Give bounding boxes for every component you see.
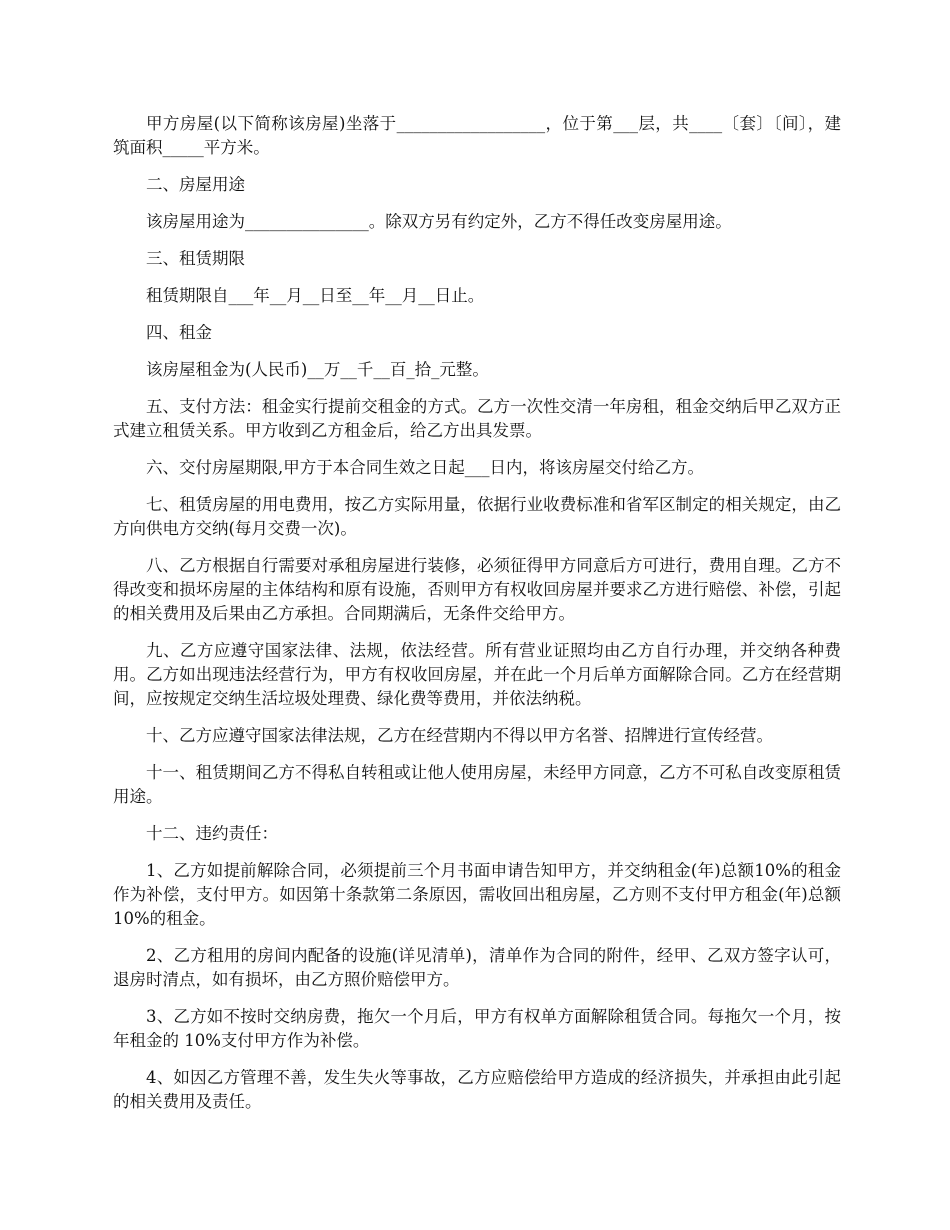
- document-body: [113, 112, 847, 1127]
- paragraph-property-location: 甲方房屋(以下简称该房屋)坐落于__________________，位于第___层，共____〔套〕〔间〕，建筑面积_____平方米。: [113, 114, 841, 157]
- paragraph-liability-2: 2、乙方租用的房间内配备的设施(详见清单)，清单作为合同的附件，经甲、乙双方签字认可，退房时清点，如有损坏，由乙方照价赔偿甲方。: [113, 946, 841, 989]
- paragraph-lawful-operation: 九、乙方应遵守国家法律、法规，依法经营。所有营业证照均由乙方自行办理，并交纳各种费用。乙方如出现违法经营行为，甲方有权收回房屋，并在此一个月后单方面解除合同。乙方在经营期间，应按规定交纳生活垃圾处理费、绿化费等费用，并依法纳税。: [113, 641, 841, 708]
- paragraph-rent-amount: 该房屋租金为(人民币)__万__千__百_拾_元整。: [146, 360, 489, 379]
- paragraph-renovation: 八、乙方根据自行需要对承租房屋进行装修，必须征得甲方同意后方可进行，费用自理。乙方不得改变和损坏房屋的主体结构和原有设施，否则甲方有权收回房屋并要求乙方进行赔偿、补偿，引起的相关费用及后果由乙方承担。合同期满后，无条件交给甲方。: [113, 556, 841, 623]
- paragraph-publicity: 十、乙方应遵守国家法律法规，乙方在经营期内不得以甲方名誉、招牌进行宣传经营。: [146, 726, 773, 745]
- paragraph-liability-3: 3、乙方如不按时交纳房费，拖欠一个月后，甲方有权单方面解除租赁合同。每拖欠一个月，按年租金的 10%支付甲方作为补偿。: [113, 1007, 841, 1050]
- paragraph-property-use: 该房屋用途为_______________。除双方另有约定外，乙方不得任改变房屋用途。: [146, 212, 732, 231]
- heading-lease-term: 三、租赁期限: [146, 249, 245, 268]
- paragraph-liability-4: 4、如因乙方管理不善，发生失火等事故，乙方应赔偿给甲方造成的经济损失，并承担由此引起的相关费用及责任。: [113, 1068, 841, 1111]
- heading-property-use: 二、房屋用途: [146, 175, 245, 194]
- paragraph-delivery-deadline: 六、交付房屋期限,甲方于本合同生效之日起___日内，将该房屋交付给乙方。: [146, 458, 704, 477]
- heading-breach-liability: 十二、违约责任：: [146, 824, 278, 843]
- paragraph-liability-1: 1、乙方如提前解除合同，必须提前三个月书面申请告知甲方，并交纳租金(年)总额10%的租金作为补偿，支付甲方。如因第十条款第二条原因，需收回出租房屋，乙方则不支付甲方租金(年)总额 10%的租金。: [113, 861, 847, 928]
- heading-rent: 四、租金: [146, 323, 212, 342]
- paragraph-payment-method: 五、支付方法：租金实行提前交租金的方式。乙方一次性交清一年房租，租金交纳后甲乙双方正式建立租赁关系。甲方收到乙方租金后，给乙方出具发票。: [113, 397, 841, 440]
- paragraph-lease-term: 租赁期限自___年__月__日至__年__月__日止。: [146, 286, 485, 305]
- paragraph-sublease: 十一、租赁期间乙方不得私自转租或让他人使用房屋，未经甲方同意，乙方不可私自改变原租赁用途。: [113, 763, 841, 806]
- paragraph-electricity-fees: 七、租赁房屋的用电费用，按乙方实际用量，依据行业收费标准和省军区制定的相关规定，由乙方向供电方交纳(每月交费一次)。: [113, 495, 841, 538]
